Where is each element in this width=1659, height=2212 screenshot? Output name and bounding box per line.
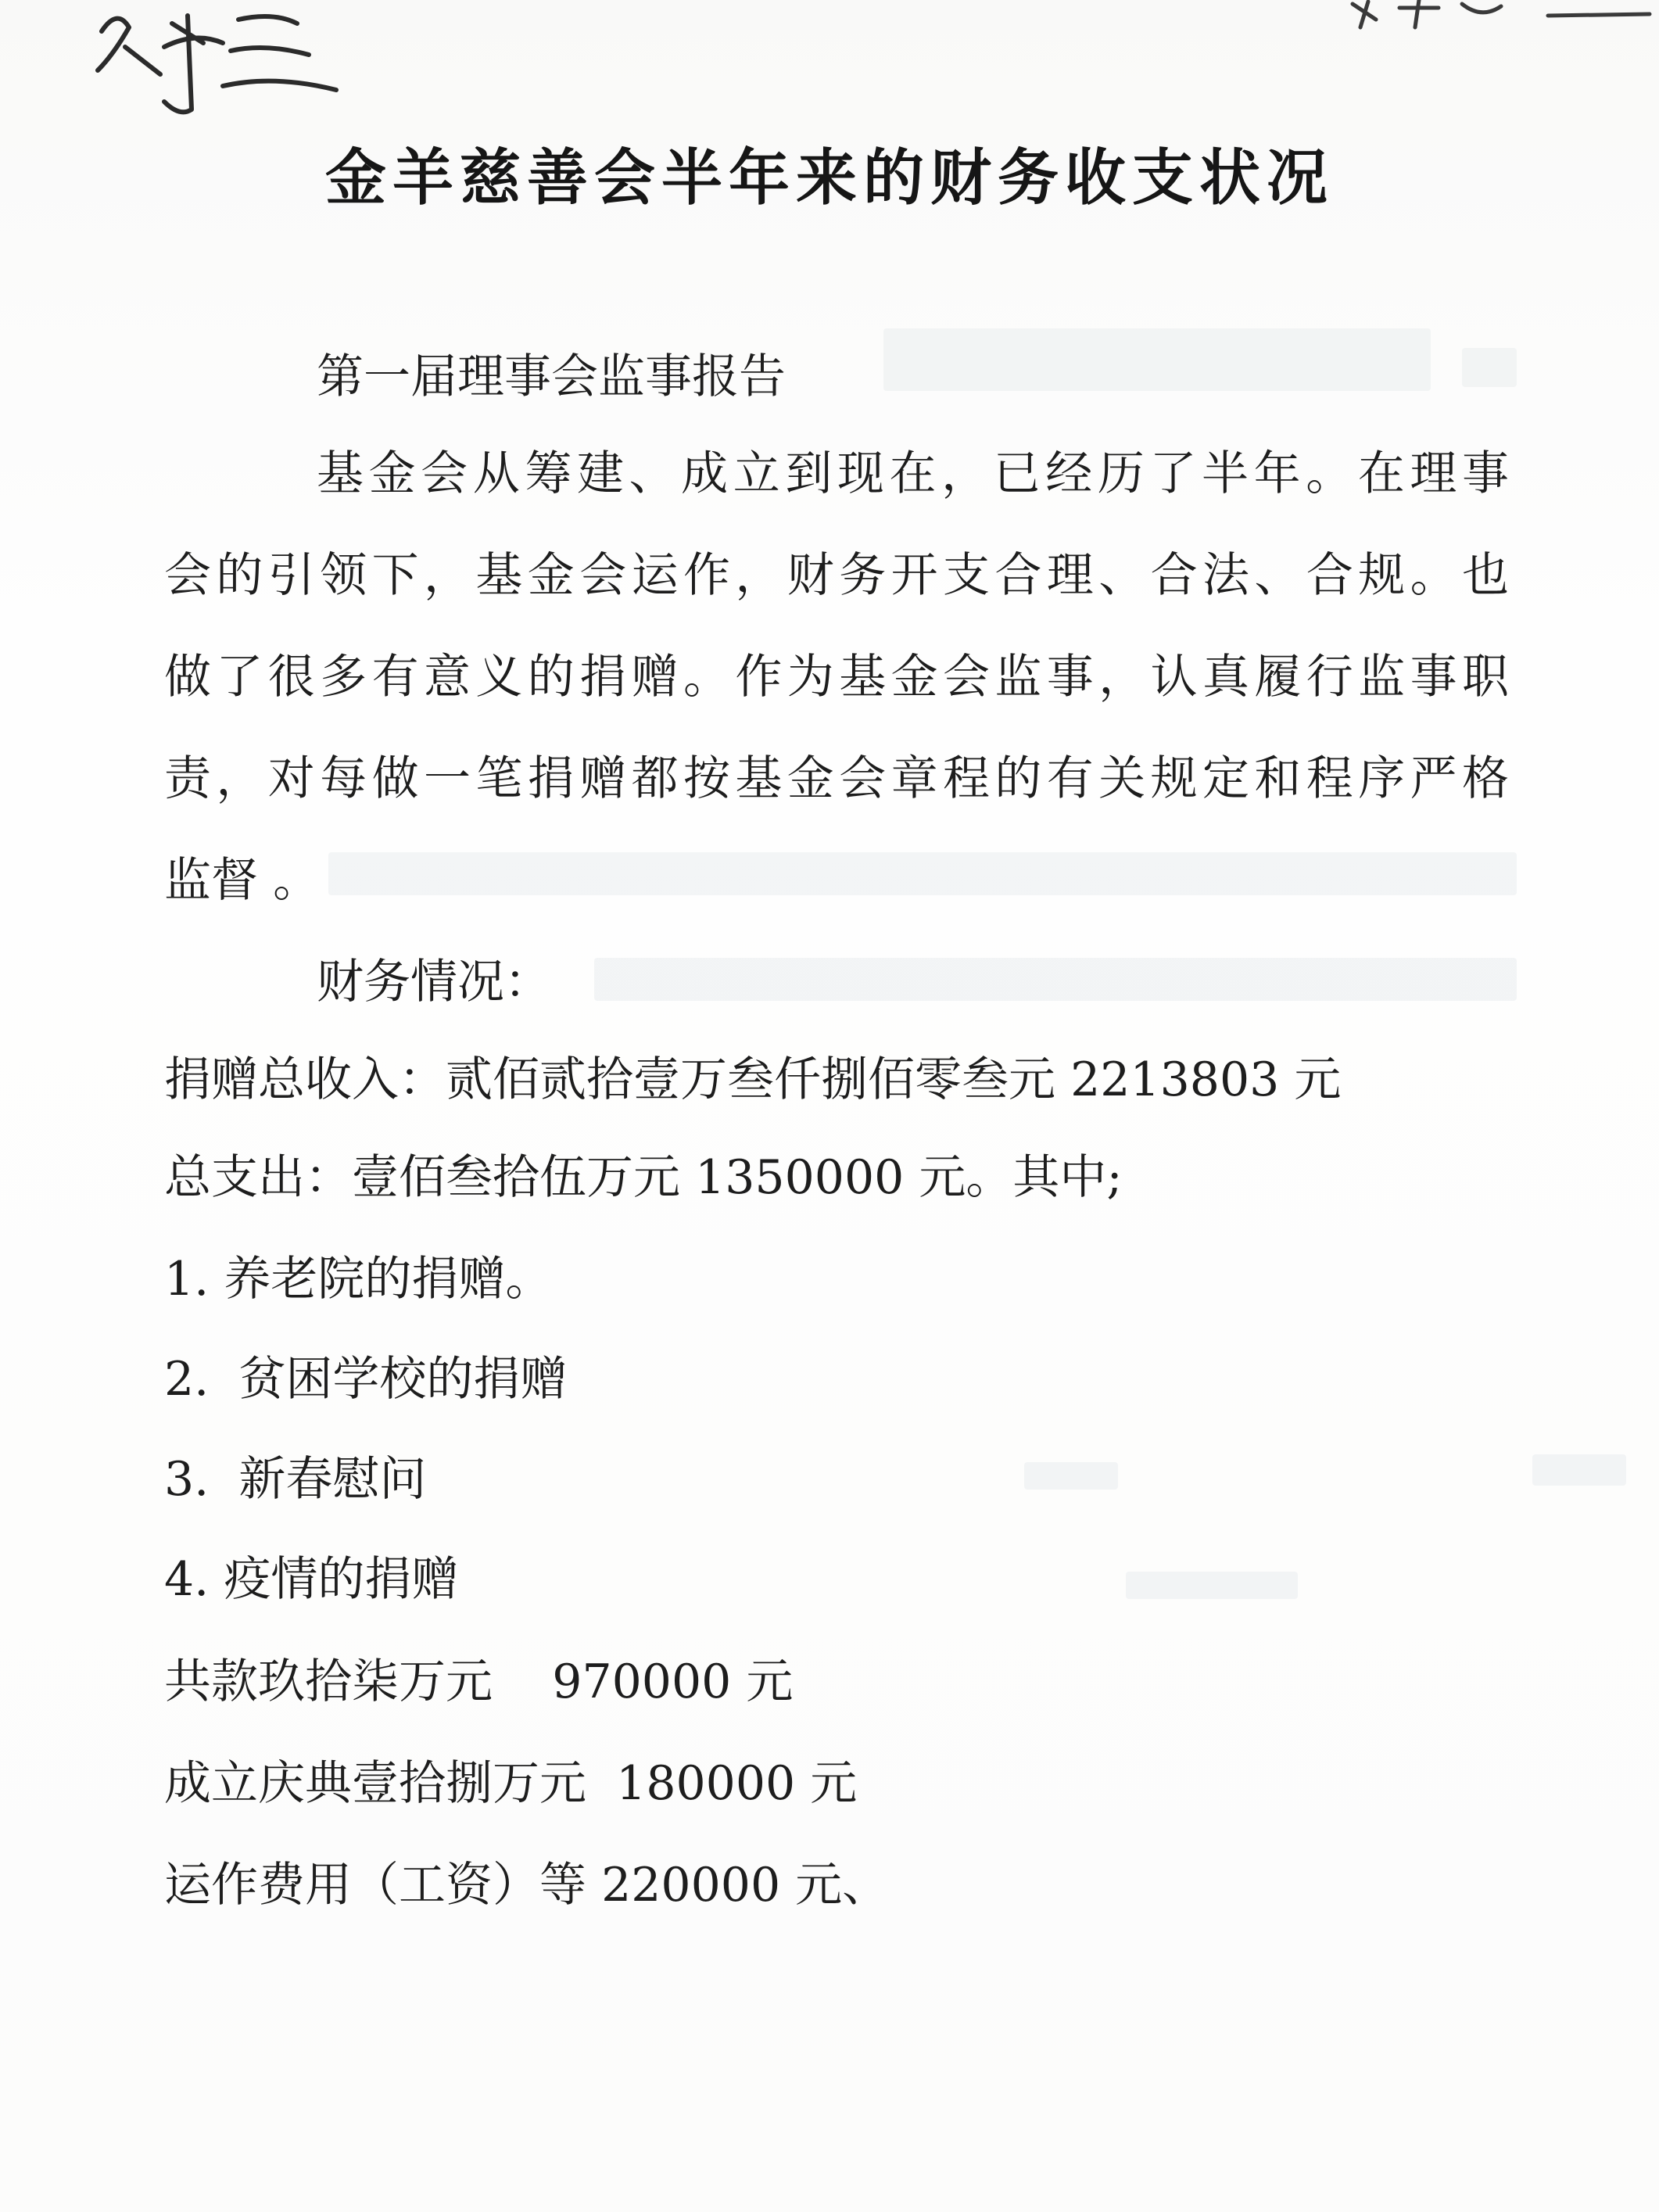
paragraph-line: 会的引领下，基金会运作，财务开支合理、合法、合规。也 <box>164 548 1509 603</box>
expense-item: 3. 新春慰问 <box>164 1452 427 1507</box>
total-expense: 总支出：壹佰叁拾伍万元 1350000 元。其中; <box>164 1150 1123 1205</box>
finance-heading: 财务情况： <box>317 955 551 1009</box>
bleed-through-mark <box>328 852 1517 895</box>
donation-subtotal: 共款玖拾柒万元 970000 元 <box>164 1655 794 1709</box>
paragraph-line: 责，对每做一笔捐赠都按基金会章程的有关规定和程序严格 <box>164 751 1509 806</box>
paragraph-line: 监督 。 <box>164 853 321 908</box>
expense-item: 4. 疫情的捐赠 <box>164 1552 459 1607</box>
report-subtitle: 第一届理事会监事报告 <box>317 350 786 404</box>
operating-expense: 运作费用（工资）等 220000 元、 <box>164 1858 890 1913</box>
bleed-through-mark <box>1462 348 1517 387</box>
expense-item: 2. 贫困学校的捐赠 <box>164 1352 568 1407</box>
total-income: 捐赠总收入：贰佰贰拾壹万叁仟捌佰零叁元 2213803 元 <box>164 1052 1342 1107</box>
ceremony-expense: 成立庆典壹拾捌万元 180000 元 <box>164 1756 858 1811</box>
bleed-through-mark <box>1532 1454 1626 1486</box>
bleed-through-mark <box>883 328 1431 391</box>
paragraph-line: 基金会从筹建、成立到现在，已经历了半年。在理事 <box>317 446 1509 501</box>
bleed-through-mark <box>594 958 1517 1001</box>
bleed-through-mark <box>1024 1462 1118 1490</box>
expense-item: 1. 养老院的捐赠。 <box>164 1252 553 1307</box>
document-title: 金羊慈善会半年来的财务收支状况 <box>324 142 1334 213</box>
handwritten-annotation-top-right <box>1345 0 1657 31</box>
paragraph-line: 做了很多有意义的捐赠。作为基金会监事，认真履行监事职 <box>164 650 1509 704</box>
bleed-through-mark <box>1126 1572 1298 1599</box>
handwritten-annotation-top-left <box>86 0 352 117</box>
